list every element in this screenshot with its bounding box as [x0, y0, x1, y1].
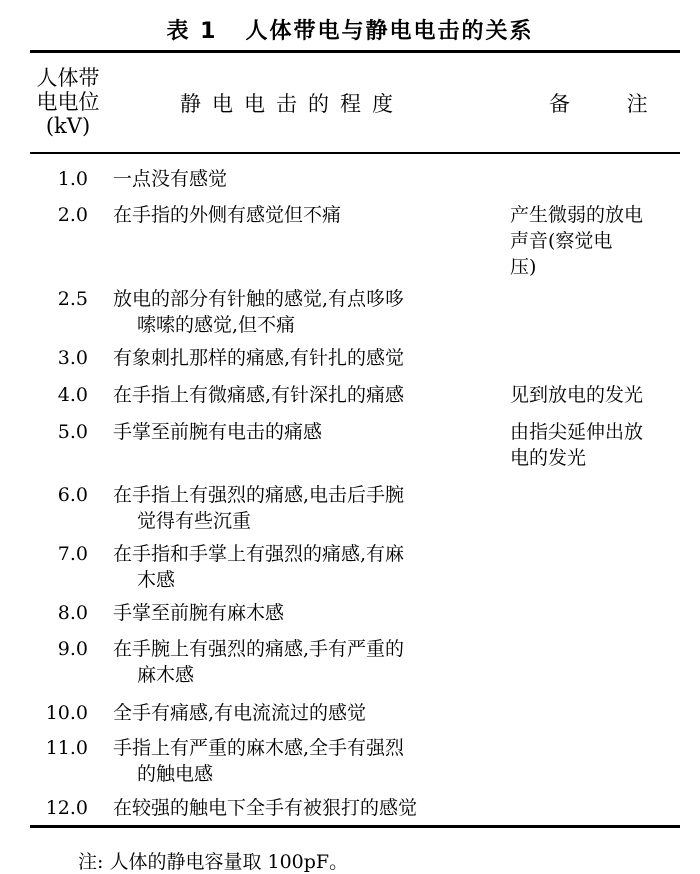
degree-cell: [113, 286, 508, 338]
table-title: [0, 14, 700, 45]
potential-value: 7.0: [57, 543, 88, 565]
degree-cell: [113, 600, 508, 626]
degree-line: 在手指的外侧有感觉但不痛: [113, 204, 342, 226]
degree-cell: [113, 419, 508, 445]
degree-cell: [113, 166, 508, 192]
potential-value: 10.0: [45, 702, 88, 724]
degree-cell: [113, 636, 508, 688]
degree-line: 一点没有感觉: [113, 168, 228, 190]
degree-cell: [113, 202, 508, 228]
potential-value: 2.5: [57, 288, 88, 310]
degree-cell: [113, 735, 508, 787]
header-potential: [30, 66, 106, 138]
degree-line: 在手指上有微痛感,有针深扎的痛感: [113, 384, 405, 406]
degree-line: 有象刺扎那样的痛感,有针扎的感觉: [113, 347, 405, 369]
header-potential-line: 电电位: [36, 90, 100, 114]
degree-line: 的触电感: [137, 763, 214, 785]
degree-line: 在手腕上有强烈的痛感,手有严重的: [113, 638, 405, 660]
note-line: 见到放电的发光: [510, 384, 644, 406]
degree-cell: [113, 482, 508, 534]
potential-value: 12.0: [45, 797, 88, 819]
note-cell: [510, 202, 685, 280]
table-caption: 人体带电与静电电击的关系: [245, 19, 534, 44]
degree-line: 手掌至前腕有电击的痛感: [113, 421, 323, 443]
degree-line: 嗦嗦的感觉,但不痛: [137, 314, 296, 336]
degree-cell: [113, 700, 508, 726]
potential-value: 2.0: [57, 204, 88, 226]
note-cell: [510, 419, 685, 471]
degree-line: 觉得有些沉重: [137, 510, 252, 532]
table-number: 表 1: [166, 19, 218, 44]
potential-value: 9.0: [57, 638, 88, 660]
note-line: 产生微弱的放电: [510, 204, 644, 226]
note-line: 电的发光: [510, 447, 587, 469]
potential-value: 5.0: [57, 421, 88, 443]
footnote: 注: 人体的静电容量取 100pF。: [78, 851, 349, 873]
degree-cell: [113, 795, 508, 821]
header-degree: 静电电击的程度: [180, 92, 404, 116]
degree-line: 在手指和手掌上有强烈的痛感,有麻: [113, 543, 405, 565]
potential-value: 6.0: [57, 484, 88, 506]
potential-value: 8.0: [57, 602, 88, 624]
degree-line: 在手指上有强烈的痛感,电击后手腕: [113, 484, 405, 506]
degree-cell: [113, 345, 508, 371]
potential-value: 4.0: [57, 384, 88, 406]
degree-line: 手掌至前腕有麻木感: [113, 602, 285, 624]
header-potential-line: (kV): [45, 114, 91, 138]
note-line: 由指尖延伸出放: [510, 421, 644, 443]
degree-cell: [113, 382, 508, 408]
potential-value: 1.0: [57, 168, 88, 190]
potential-value: 11.0: [45, 737, 88, 759]
degree-line: 木感: [137, 569, 176, 591]
bottom-rule: [30, 825, 680, 828]
note-line: 声音(察觉电: [510, 230, 613, 252]
degree-line: 全手有痛感,有电流流过的感觉: [113, 702, 367, 724]
degree-line: 手指上有严重的麻木感,全手有强烈: [113, 737, 405, 759]
header-note: 备 注: [549, 92, 648, 116]
note-cell: [510, 382, 685, 408]
potential-value: 3.0: [57, 347, 88, 369]
header-rule: [30, 152, 680, 154]
note-line: 压): [510, 256, 537, 278]
degree-line: 放电的部分有针触的感觉,有点哆哆: [113, 288, 405, 310]
header-potential-line: 人体带: [36, 66, 100, 90]
degree-line: 在较强的触电下全手有被狠打的感觉: [113, 797, 418, 819]
degree-cell: [113, 541, 508, 593]
top-rule: [30, 50, 680, 53]
degree-line: 麻木感: [137, 664, 195, 686]
